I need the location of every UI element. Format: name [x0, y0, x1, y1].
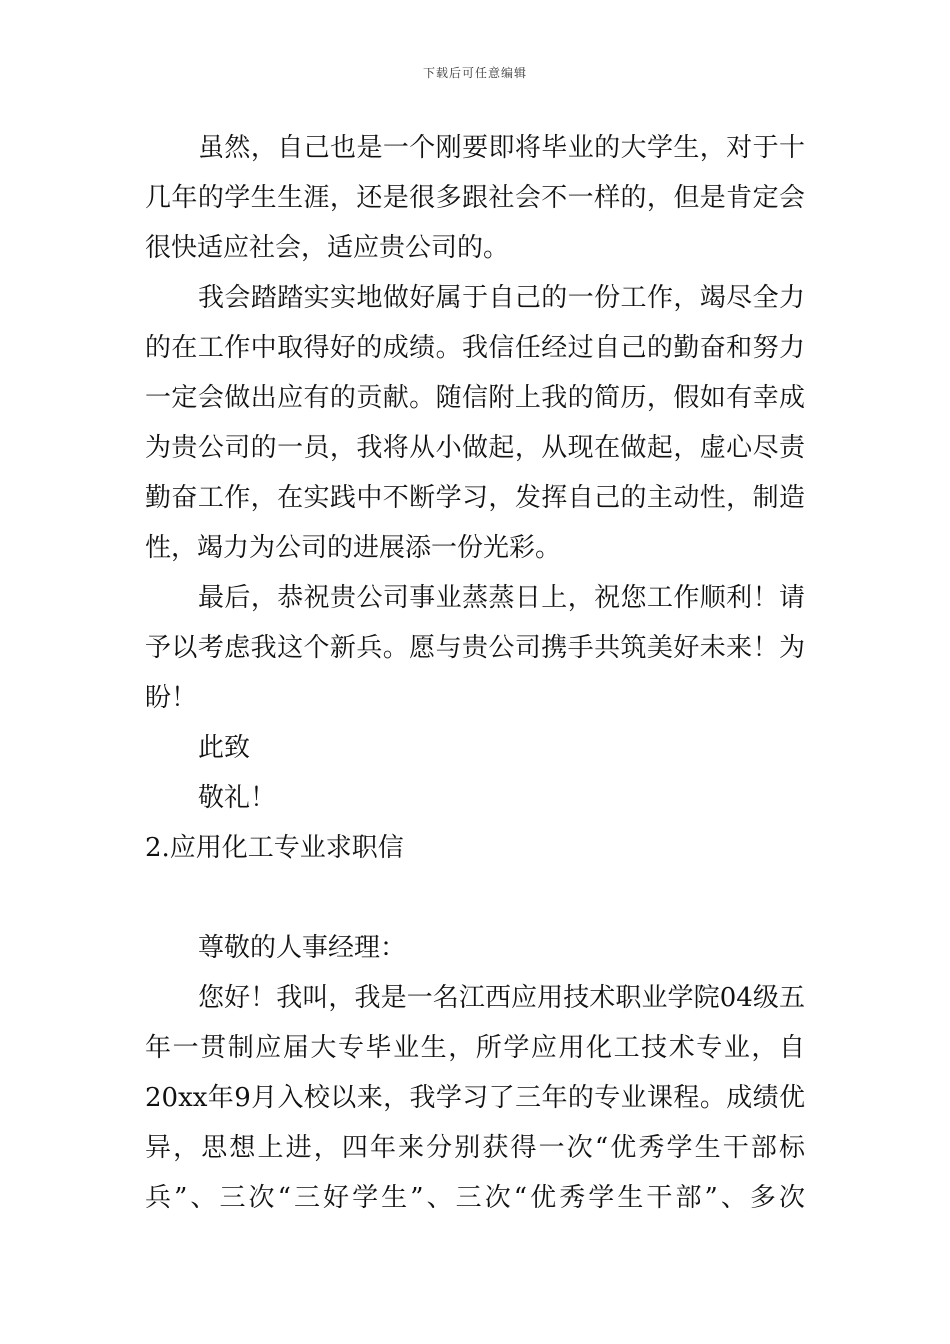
page-header-note: 下载后可任意编辑	[422, 66, 527, 80]
paragraph-line: 兵”、三次“三好学生”、三次“优秀学生干部”、多次	[145, 1183, 805, 1213]
paragraph-line: 最后，恭祝贵公司事业蒸蒸日上，祝您工作顺利！请	[198, 583, 805, 613]
paragraph-line: 予以考虑我这个新兵。愿与贵公司携手共筑美好未来！为	[145, 633, 805, 663]
paragraph-line: 异，思想上进，四年来分别获得一次“优秀学生干部标	[145, 1133, 805, 1163]
closing-line: 敬礼！	[198, 783, 277, 813]
paragraph-line: 您好！我叫，我是一名江西应用技术职业学院04级五	[198, 983, 805, 1013]
paragraph-line: 20xx年9月入校以来，我学习了三年的专业课程。成绩优	[145, 1083, 805, 1113]
paragraph-line: 几年的学生生涯，还是很多跟社会不一样的，但是肯定会	[145, 183, 805, 213]
paragraph-line: 盼！	[145, 683, 198, 713]
paragraph-line: 的在工作中取得好的成绩。我信任经过自己的勤奋和努力	[145, 333, 805, 363]
paragraph-line: 我会踏踏实实地做好属于自己的一份工作，竭尽全力	[198, 283, 805, 313]
salutation: 尊敬的人事经理：	[198, 933, 407, 963]
paragraph-line: 年一贯制应届大专毕业生，所学应用化工技术专业，自	[145, 1033, 805, 1063]
paragraph-line: 很快适应社会，适应贵公司的。	[145, 233, 510, 263]
paragraph-line: 为贵公司的一员，我将从小做起，从现在做起，虚心尽责	[145, 433, 805, 463]
paragraph-line: 虽然，自己也是一个刚要即将毕业的大学生，对于十	[198, 133, 805, 163]
paragraph-line: 勤奋工作，在实践中不断学习，发挥自己的主动性，制造	[145, 483, 805, 513]
paragraph-line: 一定会做出应有的贡献。随信附上我的简历，假如有幸成	[145, 383, 805, 413]
paragraph-line: 性，竭力为公司的进展添一份光彩。	[145, 533, 562, 563]
closing-line: 此致	[198, 733, 251, 763]
section-title: 2.应用化工专业求职信	[145, 833, 404, 863]
